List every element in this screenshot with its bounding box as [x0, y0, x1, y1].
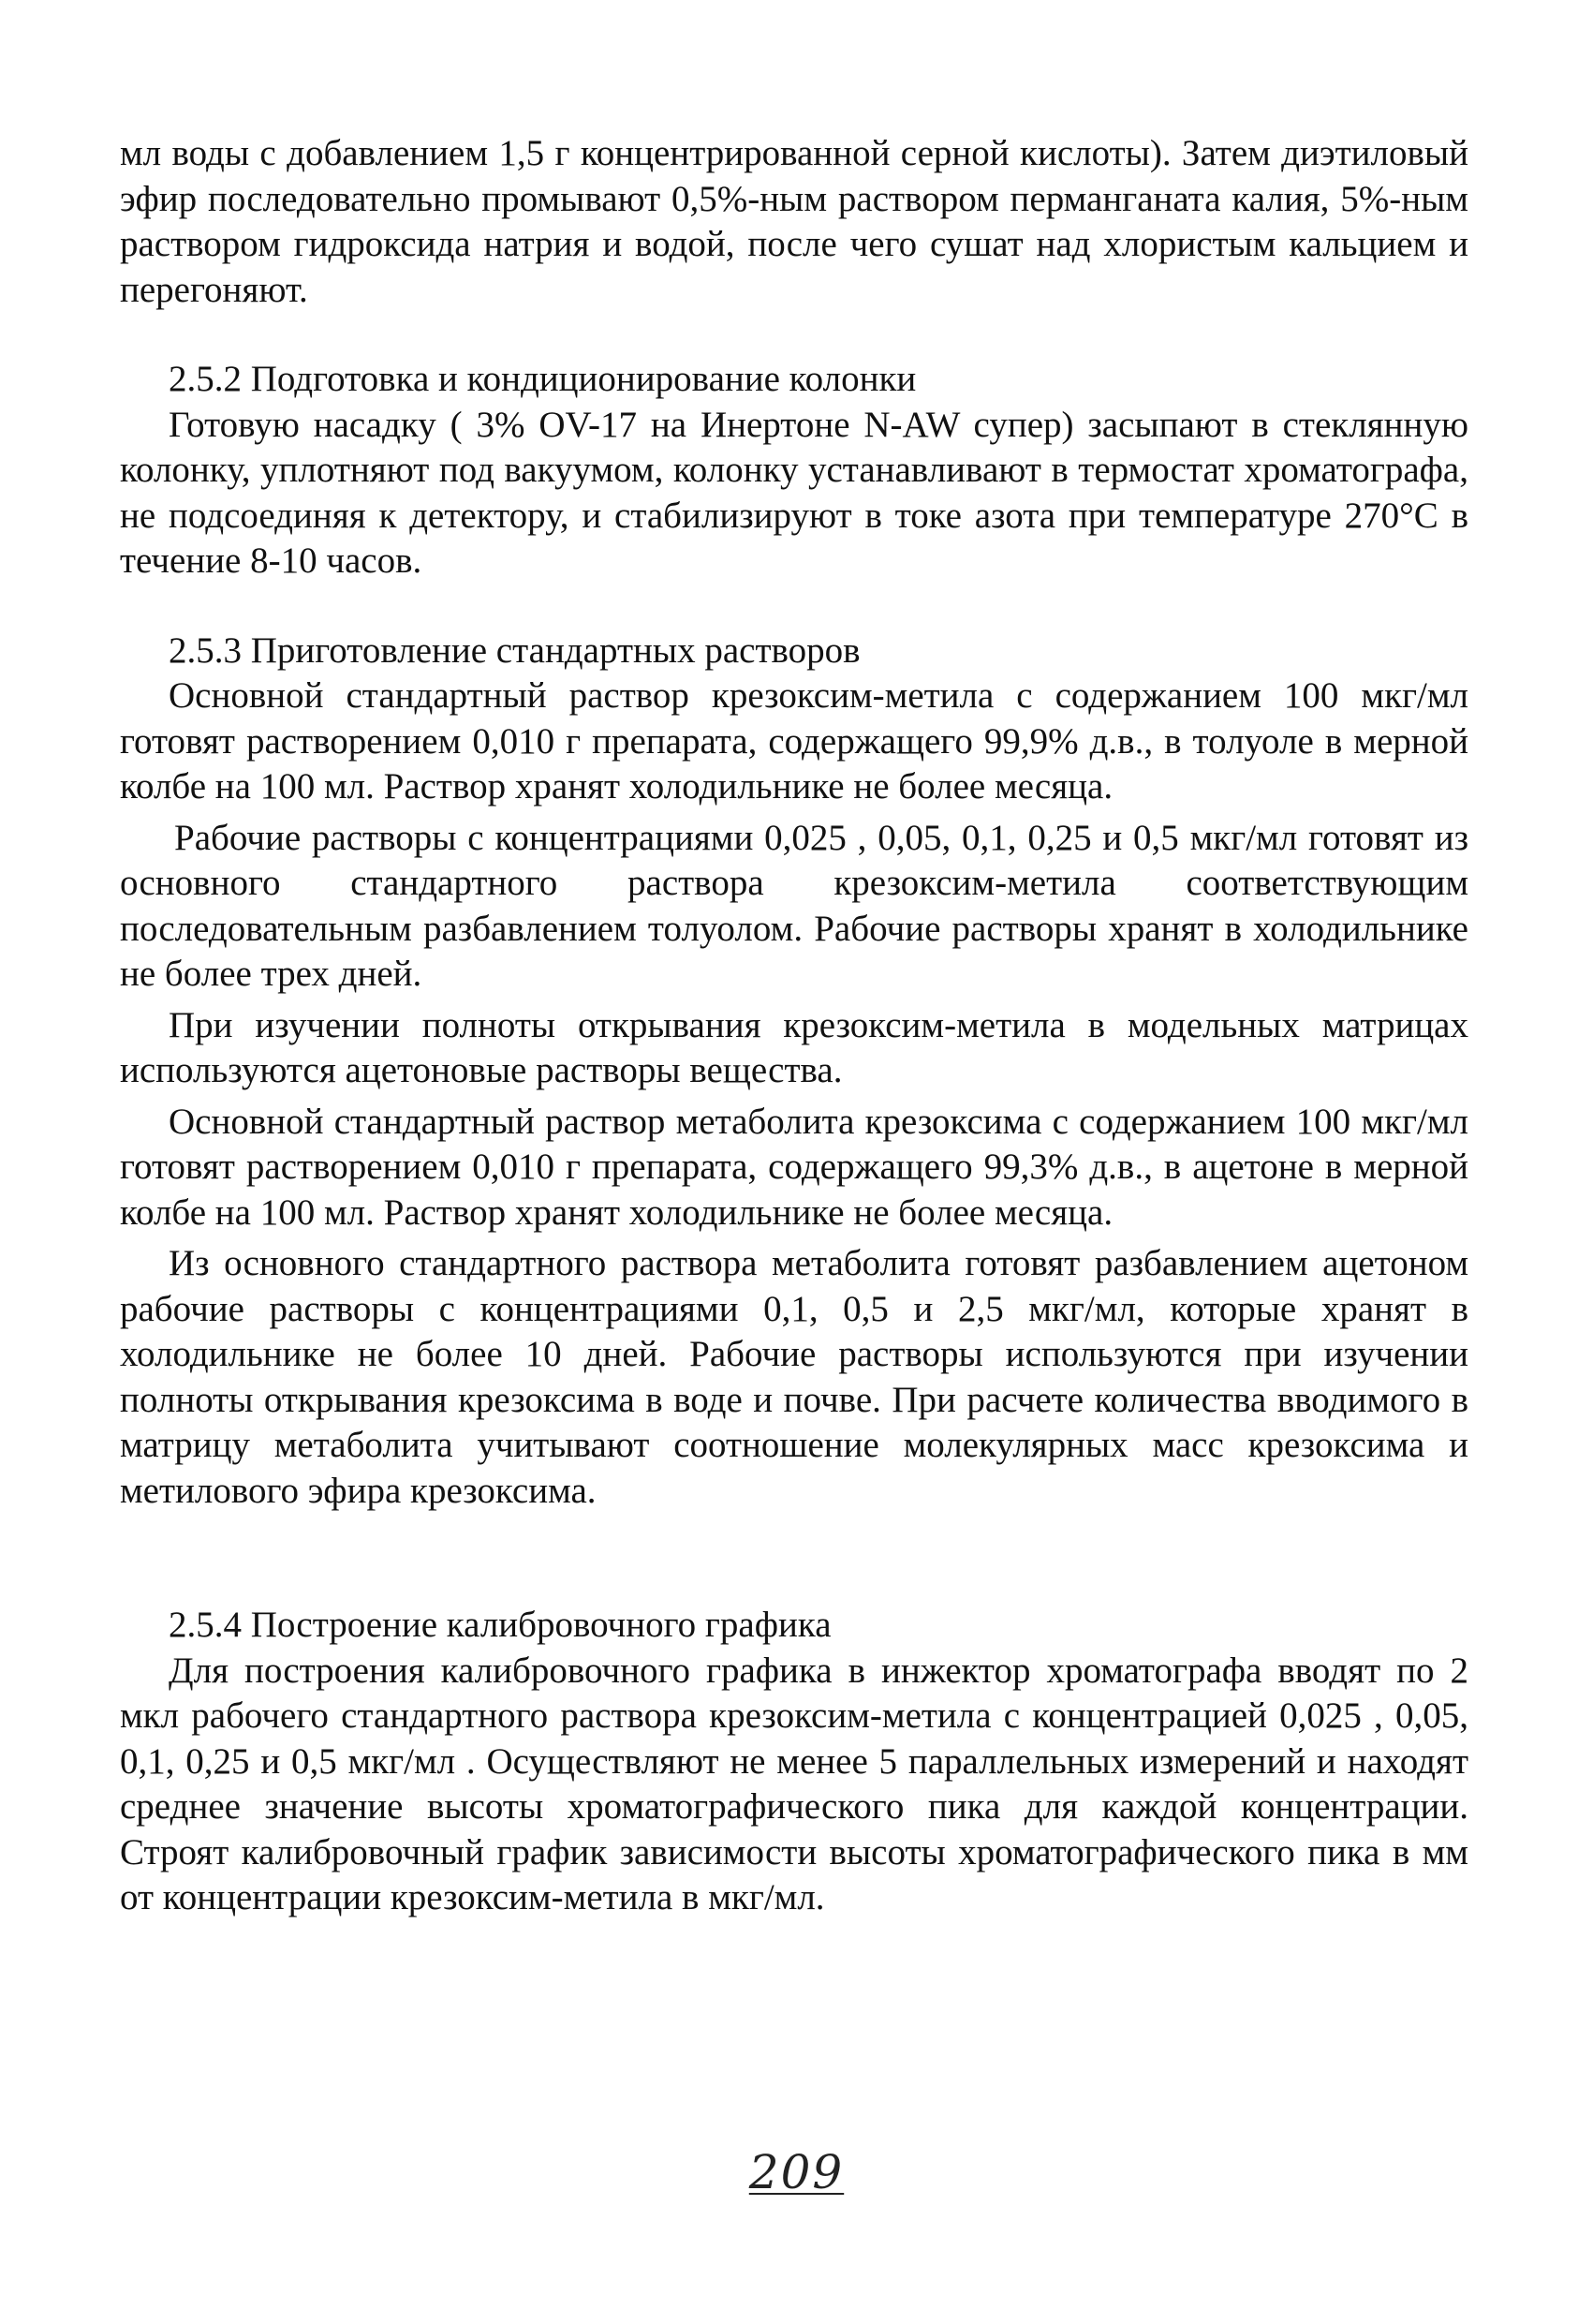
document-page: [120, 131, 1468, 1921]
section-252-heading: 2.5.2 Подготовка и кондиционирование колонки: [169, 359, 917, 399]
section-253-paragraph-2: Рабочие растворы с концентрациями 0,025 , 0,05, 0,1, 0,25 и 0,5 мкг/мл готовят из основного стандартного раствора крезоксим-метила соответствующим последовательным разбавлением толуолом. Рабочие растворы хранят в холодильнике не более трех дней.: [120, 817, 1468, 994]
section-252-paragraph: Готовую насадку ( 3% OV-17 на Инертоне N-AW супер) засыпают в стеклянную колонку, уплотняют под вакуумом, колонку устанавливают в термостат хроматографа, не подсоединяя к детектору, и стабилизируют в токе азота при температуре 270°С в течение 8-10 часов.: [120, 404, 1468, 581]
section-253-paragraph-5: Из основного стандартного раствора метаболита готовят разбавлением ацетоном рабочие растворы с концентрациями 0,1, 0,5 и 2,5 мкг/мл, которые хранят в холодильнике не более 10 дней. Рабочие растворы используются при изучении полноты открывания крезоксима в воде и почве. При расчете количества вводимого в матрицу метаболита учитывают соотношение молекулярных масс крезоксима и метилового эфира крезоксима.: [120, 1243, 1468, 1511]
section-253-paragraph-1: Основной стандартный раствор крезоксим-метила с содержанием 100 мкг/мл готовят растворением 0,010 г препарата, содержащего 99,9% д.в., в толуоле в мерной колбе на 100 мл. Раствор хранят холодильнике не более месяца.: [120, 675, 1468, 807]
section-254-paragraph: Для построения калибровочного графика в инжектор хроматографа вводят по 2 мкл рабочего стандартного раствора крезоксим-метила с концентрацией 0,025 , 0,05, 0,1, 0,25 и 0,5 мкг/мл . Осуществляют не менее 5 параллельных измерений и находят среднее значение высоты хроматографического пика для каждой концентрации. Строят калибровочный график зависимости высоты хроматографического пика в мм от концентрации крезоксим-метила в мкг/мл.: [120, 1650, 1468, 1917]
page-number-text: 209: [748, 2145, 845, 2199]
section-254-heading: 2.5.4 Построение калибровочного графика: [169, 1605, 832, 1645]
intro-paragraph: мл воды с добавлением 1,5 г концентрированной серной кислоты). Затем диэтиловый эфир последовательно промывают 0,5%-ным раствором перманганата калия, 5%-ным раствором гидроксида натрия и водой, после чего сушат над хлористым кальцием и перегоняют.: [120, 133, 1468, 310]
section-253-paragraph-4: Основной стандартный раствор метаболита крезоксима с содержанием 100 мкг/мл готовят растворением 0,010 г препарата, содержащего 99,3% д.в., в ацетоне в мерной колбе на 100 мл. Раствор хранят холодильнике не более месяца.: [120, 1101, 1468, 1233]
page-number: [0, 2145, 1593, 2199]
section-253-heading: 2.5.3 Приготовление стандартных растворов: [169, 629, 861, 671]
section-253-paragraph-3: При изучении полноты открывания крезоксим-метила в модельных матрицах используются ацетоновые растворы вещества.: [120, 1004, 1468, 1090]
